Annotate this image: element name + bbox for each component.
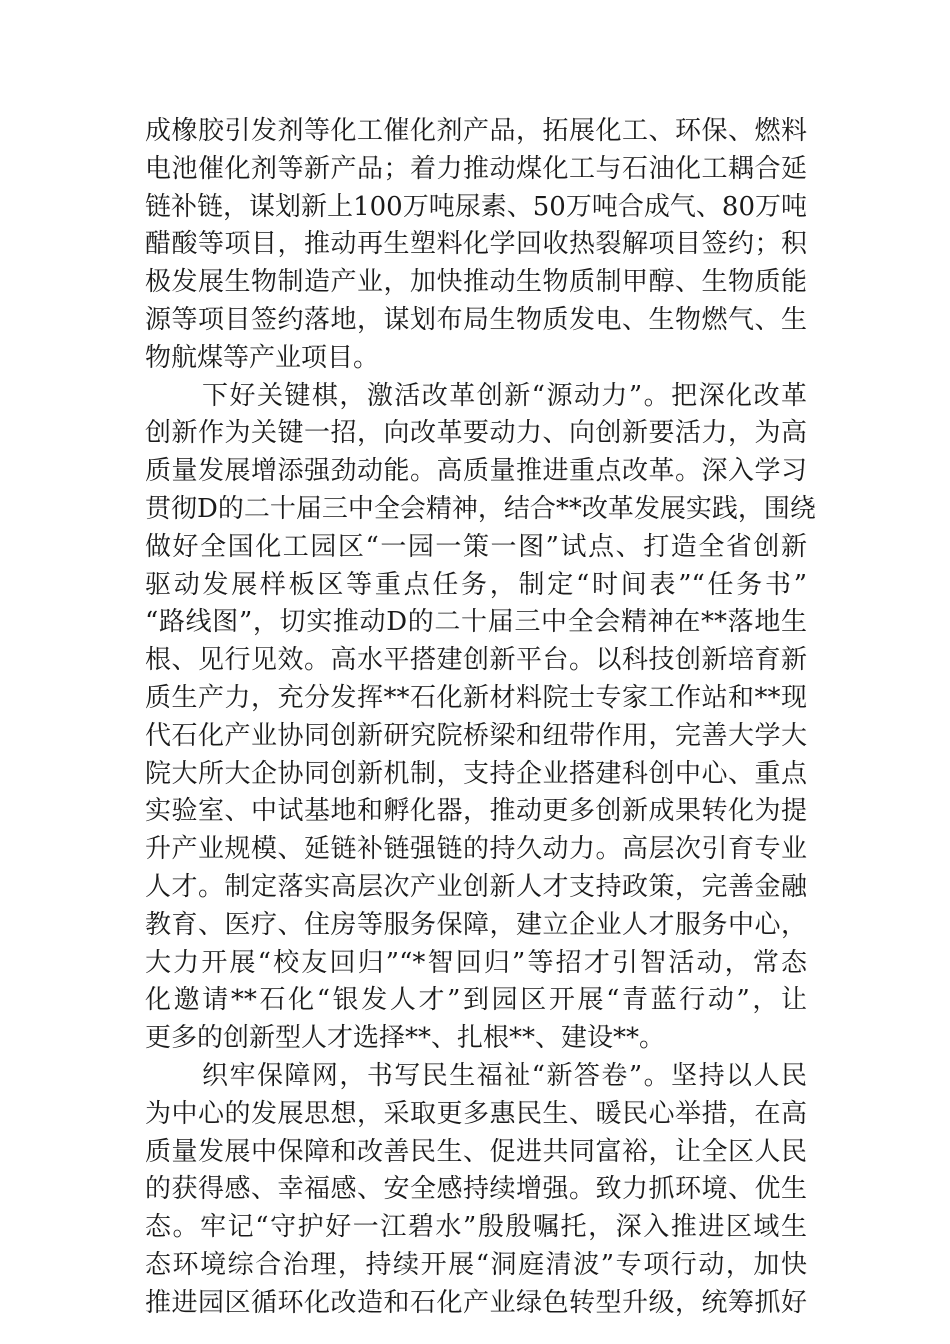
text-line-24: 化邀请**石化“银发人才”到园区开展“青蓝行动”，让 [145,985,807,1016]
text-line-5: 极发展生物制造产业，加快推动生物质制甲醇、生物质能 [145,267,807,298]
text-line-1: 成橡胶引发剂等化工催化剂产品，拓展化工、环保、燃料 [145,116,807,146]
text-line-9: 创新作为关键一招，向改革要动力、向创新要活力，为高 [145,418,807,449]
text-line-13: 驱动发展样板区等重点任务，制定“时间表”“任务书” [145,569,807,600]
text-line-11: 贯彻D的二十届三中全会精神，结合**改革发展实践，围绕 [145,493,816,524]
text-line-4: 醋酸等项目，推动再生塑料化学回收热裂解项目签约；积 [145,229,807,260]
text-line-32: 推进园区循环化改造和石化产业绿色转型升级，统筹抓好 [145,1287,807,1318]
text-line-15: 根、见行见效。高水平搭建创新平台。以科技创新培育新 [145,645,807,676]
text-line-30: 态。牢记“守护好一江碧水”殷殷嘱托，深入推进区域生 [145,1212,807,1243]
text-line-16: 质生产力，充分发挥**石化新材料院士专家工作站和**现 [145,682,807,713]
text-line-31: 态环境综合治理，持续开展“洞庭清波”专项行动，加快 [145,1249,807,1280]
text-line-22: 教育、医疗、住房等服务保障，建立企业人才服务中心， [145,909,807,940]
paragraph-start-reform: 下好关键棋，激活改革创新“源动力”。把深化改革 [202,380,807,411]
text-line-7: 物航煤等产业项目。 [145,342,380,373]
text-line-23: 大力开展“校友回归”“*智回归”等招才引智活动，常态 [145,947,807,978]
text-line-6: 源等项目签约落地，谋划布局生物质发电、生物燃气、生 [145,304,807,335]
text-line-3: 链补链，谋划新上100万吨尿素、50万吨合成气、80万吨 [145,191,807,222]
text-line-19: 实验室、中试基地和孵化器，推动更多创新成果转化为提 [145,796,807,827]
text-line-28: 质量发展中保障和改善民生、促进共同富裕，让全区人民 [145,1136,807,1167]
text-line-2: 电池催化剂等新产品；着力推动煤化工与石油化工耦合延 [145,153,807,184]
text-line-21: 人才。制定落实高层次产业创新人才支持政策，完善金融 [145,871,807,902]
text-line-10: 质量发展增添强劲动能。高质量推进重点改革。深入学习 [145,456,807,487]
text-line-12: 做好全国化工园区“一园一策一图”试点、打造全省创新 [145,531,807,562]
text-line-25: 更多的创新型人才选择**、扎根**、建设**。 [145,1023,666,1054]
text-line-27: 为中心的发展思想，采取更多惠民生、暖民心举措，在高 [145,1098,807,1129]
body-text [145,113,816,1323]
paragraph-start-livelihood: 织牢保障网，书写民生福祉“新答卷”。坚持以人民 [202,1060,807,1091]
text-line-17: 代石化产业协同创新研究院桥梁和纽带作用，完善大学大 [145,720,807,751]
text-line-20: 升产业规模、延链补链强链的持久动力。高层次引育专业 [145,834,807,865]
text-line-18: 院大所大企协同创新机制，支持企业搭建科创中心、重点 [145,758,807,789]
text-line-14: “路线图”，切实推动D的二十届三中全会精神在**落地生 [145,607,807,638]
text-line-29: 的获得感、幸福感、安全感持续增强。致力抓环境、优生 [145,1174,807,1205]
